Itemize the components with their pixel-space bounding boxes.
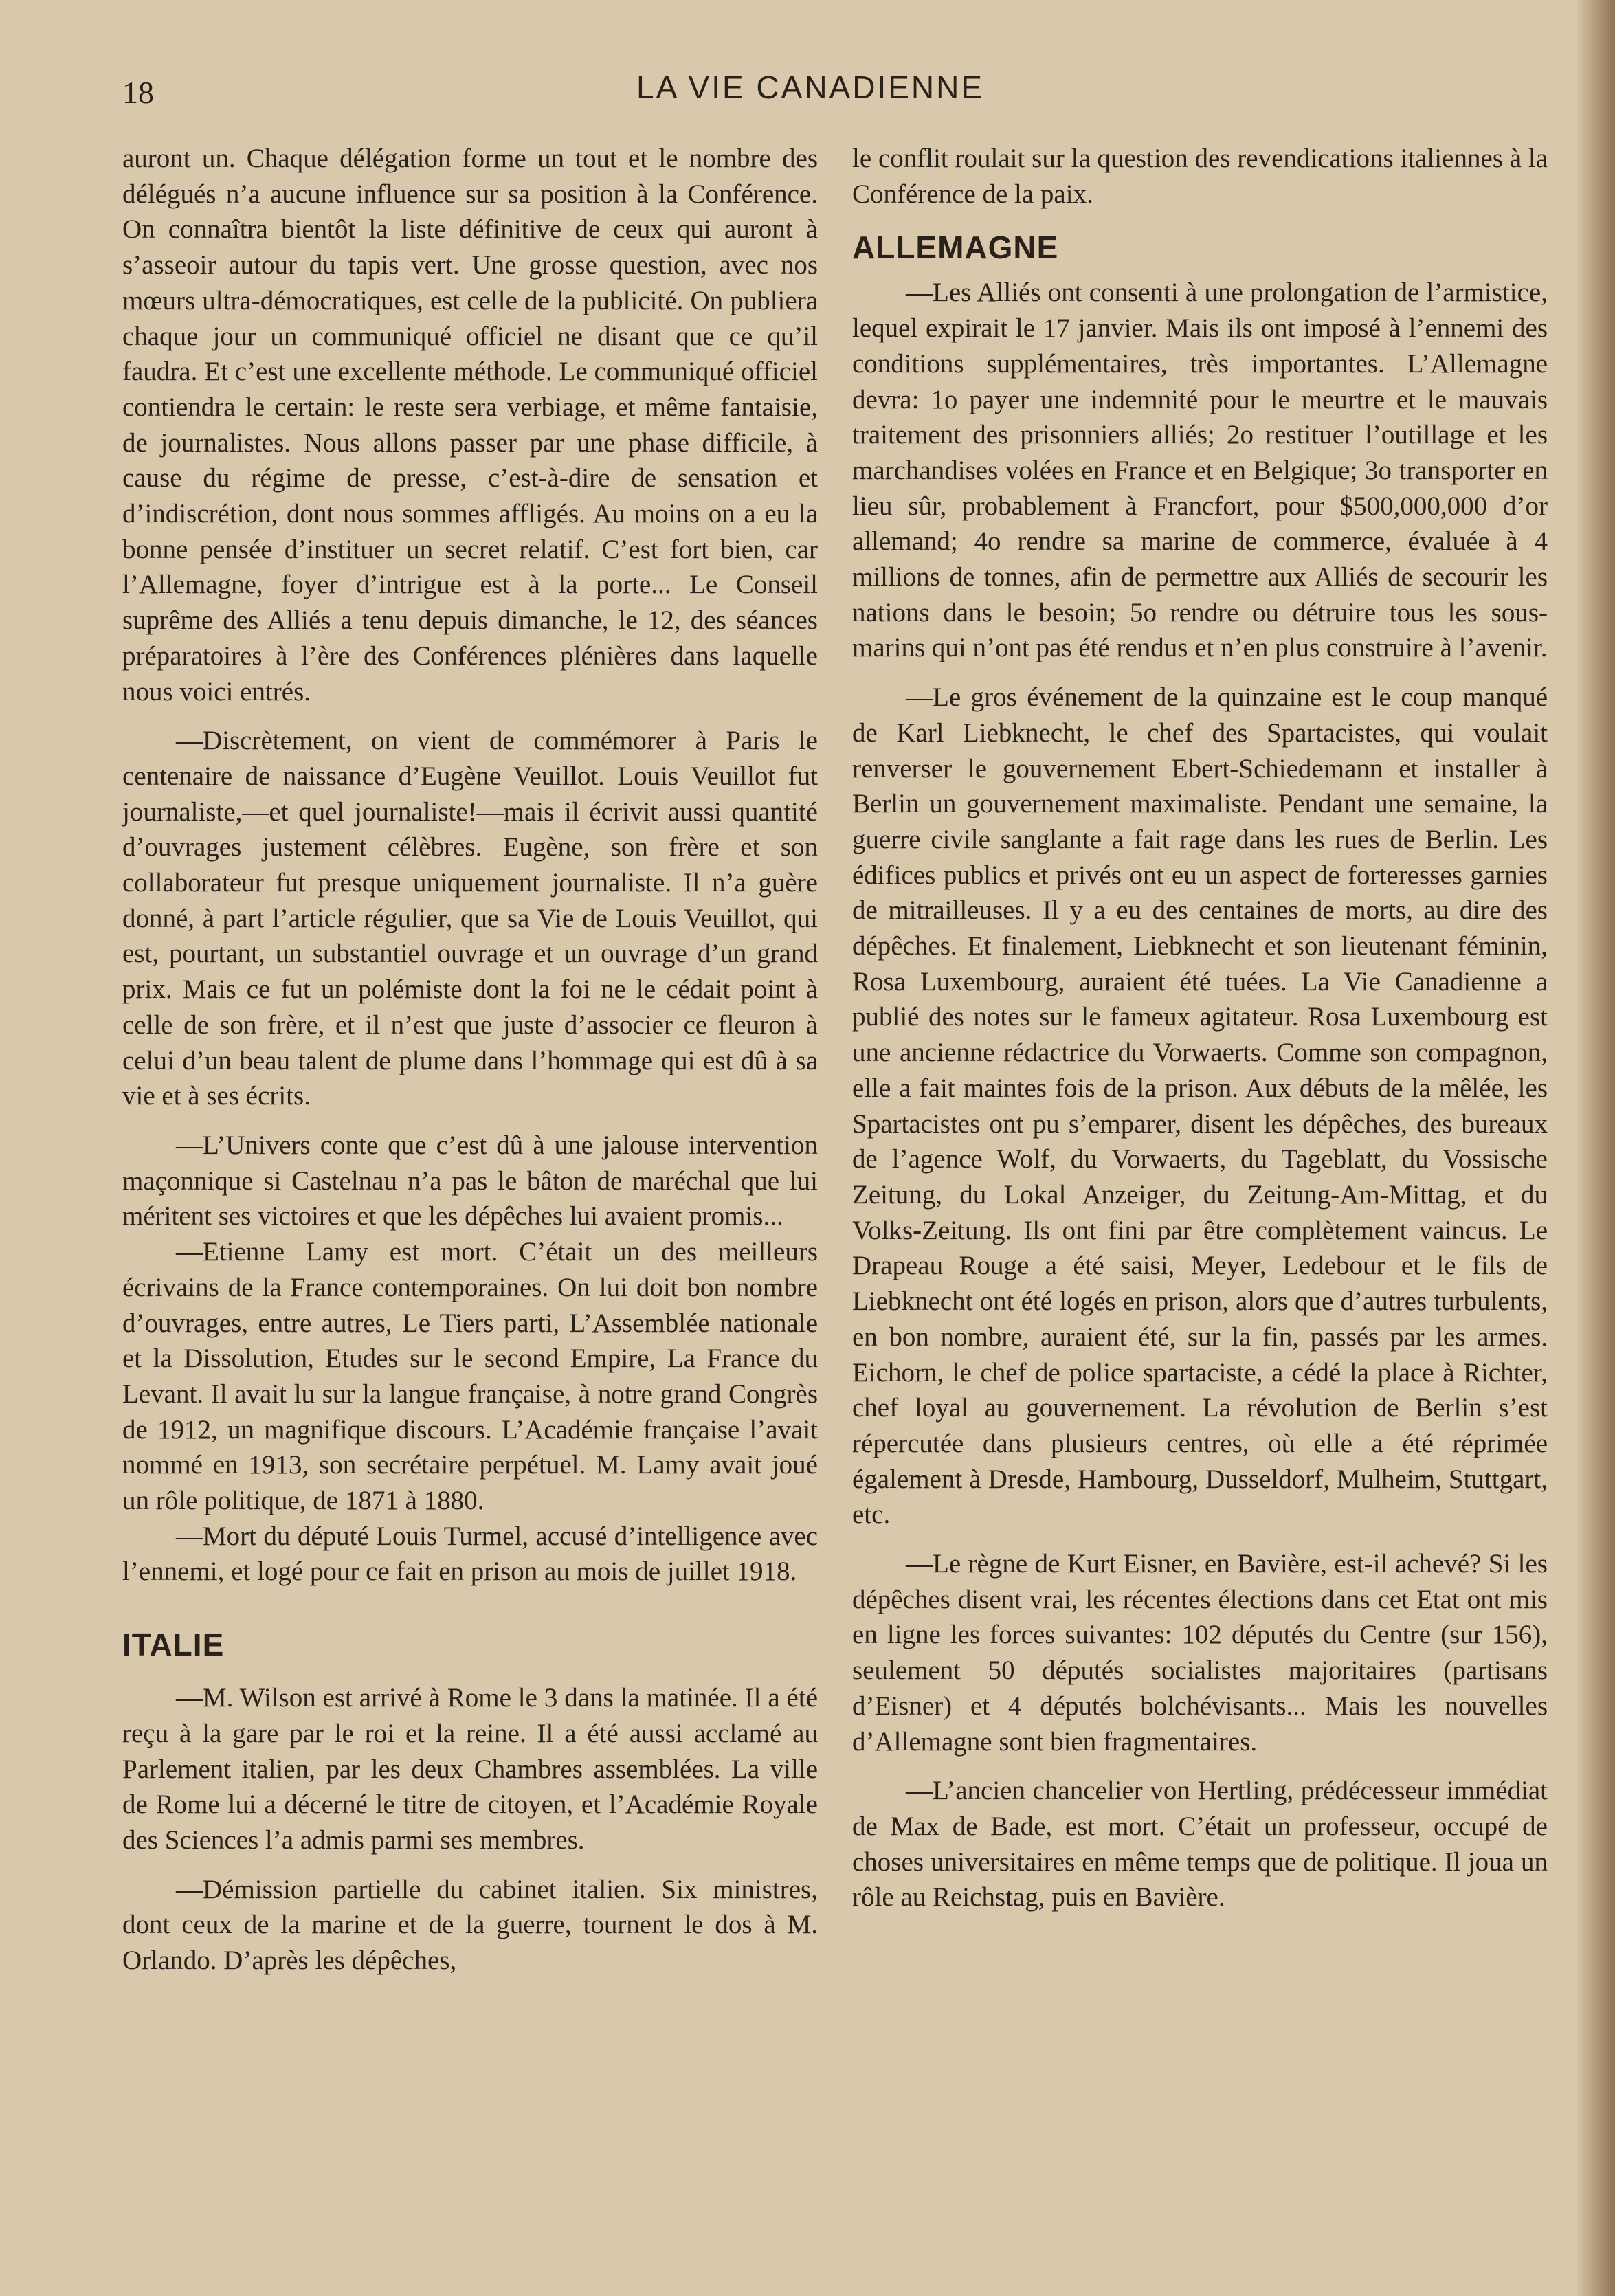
paragraph-cabinet: —Démission partielle du cabinet italien. Six ministres, dont ceux de la marine et de la guerre, tournent le dos à M. Orlando. D’après les dépêches, — [122, 1874, 818, 1976]
paragraph-liebknecht: —Le gros événement de la quinzaine est le coup manqué de Karl Liebknecht, le chef des Spartacistes, qui voulait renverser le gouvernement Ebert-Schiedemann et installer à Berlin un gouvernement maximaliste. Pendant une semaine, la guerre civile sanglante a fait rage dans les rues de Berlin. Les édifices publics et privés ont eu un aspect de forteresses garnies de mitrailleuses. Il y a eu des centaines de morts, au dire des dépêches. Et finalement, Liebknecht et son lieutenant féminin, Rosa Luxembourg, auraient été tuées. La Vie Canadienne a publié des notes sur le fameux agitateur. Rosa Luxembourg est une ancienne rédactrice du Vorwaerts. Comme son compagnon, elle a fait maintes fois de la prison. Aux débuts de la mêlée, les Spartacistes ont pu s’emparer, disent les dépêches, des bureaux de l’agence Wolf, du Vorwaerts, du Tageblatt, du Vossische Zeitung, du Lokal Anzeiger, du Zeitung-Am-Mittag, et du Volks-Zeitung. Ils ont fini par être complètement vaincus. Le Drapeau Rouge a été saisi, Meyer, Ledebour et le fils de Liebknecht ont été logés en prison, alors que d’autres turbulents, en bon nombre, auraient été, sur la fin, passés par les armes. Eichorn, le chef de police spartaciste, a cédé la place à Richter, chef loyal au gouvernement. La révolution de Berlin s’est répercutée dans plusieurs centres, où elle a été réprimée également à Dresde, Hambourg, Dusseldorf, Mulheim, Stuttgart, etc. — [852, 682, 1548, 1530]
paragraph-turmel: —Mort du député Louis Turmel, accusé d’intelligence avec l’ennemi, et logé pour ce fait en prison au mois de juillet 1918. — [122, 1521, 818, 1587]
paragraph-wilson: —M. Wilson est arrivé à Rome le 3 dans la matinée. Il a été reçu à la gare par le roi et la reine. Il a été aussi acclamé au Parlement italien, par les deux Chambres assemblées. La ville de Rome lui a décerné le titre de citoyen, et l’Académie Royale des Sciences l’a admis parmi ses membres. — [122, 1683, 818, 1855]
paragraph-conference: auront un. Chaque délégation forme un tout et le nombre des délégués n’a aucune influence sur sa position à la Conférence. On connaîtra bientôt la liste définitive de ceux qui auront à s’asseoir autour du tapis vert. Une grosse question, avec nos mœurs ultra-démocratiques, est celle de la publicité. On publiera chaque jour un communiqué officiel ne disant que ce qu’il faudra. Et c’est une excellente méthode. Le communiqué officiel contiendra le certain: le reste sera verbiage, et même fantaisie, de journalistes. Nous allons passer par une phase difficile, à cause du régime de presse, c’est-à-dire de sensation et d’indiscrétion, dont nous sommes affligés. Au moins on a eu la bonne pensée d’instituer un secret relatif. C’est fort bien, car l’Allemagne, foyer d’intrigue est à la porte... Le Conseil suprême des Alliés a tenu depuis dimanche, le 12, des séances préparatoires à l’ère des Conférences plénières dans laquelle nous voici entrés. — [122, 144, 818, 706]
paragraph-armistice: —Les Alliés ont consenti à une prolongation de l’armistice, lequel expirait le 17 janvier. Mais ils ont imposé à l’ennemi des conditions supplémentaires, très importantes. L’Allemagne devra: 1o payer une indemnité pour le meurtre et le mauvais traitement des prisonniers alliés; 2o restituer l’outillage et les marchandises volées en France et en Belgique; 3o transporter en lieu sûr, probablement à Francfort, pour $500,000,000 d’or allemand; 4o rendre sa marine de commerce, évaluée à 4 millions de tonnes, afin de permettre aux Alliés de secourir les nations dans le besoin; 5o rendre ou détruire tous les sous-marins qui n’ont pas été rendus et n’en plus construire à l’avenir. — [852, 278, 1548, 663]
paragraph-conflit: le conflit roulait sur la question des revendications italiennes à la Conférence de la paix. — [852, 144, 1548, 209]
section-heading-allemagne: ALLEMAGNE — [852, 230, 1059, 266]
section-heading-italie: ITALIE — [122, 1627, 225, 1663]
paragraph-univers: —L’Univers conte que c’est dû à une jalouse intervention maçonnique si Castelnau n’a pas le bâton de maréchal que lui méritent ses victoires et que les dépêches lui avaient promis... — [122, 1130, 818, 1231]
left-column — [122, 141, 818, 1979]
paragraph-veuillot: —Discrètement, on vient de commémorer à Paris le centenaire de naissance d’Eugène Veuillot. Louis Veuillot fut journaliste,—et quel journaliste!—mais il écrivit aussi quantité d’ouvrages justement célèbres. Eugène, son frère et son collaborateur fut presque uniquement journaliste. Il n’a guère donné, à part l’article régulier, que sa Vie de Louis Veuillot, qui est, pourtant, un substantiel ouvrage et un ouvrage d’un grand prix. Mais ce fut un polémiste dont la foi ne le cédait point à celle de son frère, et il n’est que juste d’associer ce fleuron à celui d’un beau talent de plume dans l’hommage qui est dû à sa vie et à ses écrits. — [122, 726, 818, 1111]
running-title: LA VIE CANADIENNE — [636, 69, 985, 105]
page-edge-shadow — [1577, 0, 1615, 2296]
paragraph-eisner: —Le règne de Kurt Eisner, en Bavière, est-il achevé? Si les dépêches disent vrai, les récentes élections dans cet Etat ont mis en ligne les forces suivantes: 102 députés du Centre (sur 156), seulement 50 députés socialistes majoritaires (partisans d’Eisner) et 4 députés bolchévisants... Mais les nouvelles d’Allemagne sont bien fragmentaires. — [852, 1549, 1548, 1757]
paragraph-lamy: —Etienne Lamy est mort. C’était un des meilleurs écrivains de la France contemporaines. On lui doit bon nombre d’ouvrages, entre autres, Le Tiers parti, L’Assemblée nationale et la Dissolution, Etudes sur le second Empire, La France du Levant. Il avait lu sur la langue française, à notre grand Congrès de 1912, un magnifique discours. L’Académie française l’avait nommé en 1913, son secrétaire perpétuel. M. Lamy avait joué un rôle politique, de 1871 à 1880. — [122, 1237, 818, 1516]
right-column — [852, 141, 1548, 1915]
paragraph-hertling: —L’ancien chancelier von Hertling, prédécesseur immédiat de Max de Bade, est mort. C’était un professeur, occupé de choses universitaires en même temps que de politique. Il joua un rôle au Reichstag, puis en Bavière. — [852, 1776, 1548, 1913]
page-number: 18 — [122, 75, 154, 110]
